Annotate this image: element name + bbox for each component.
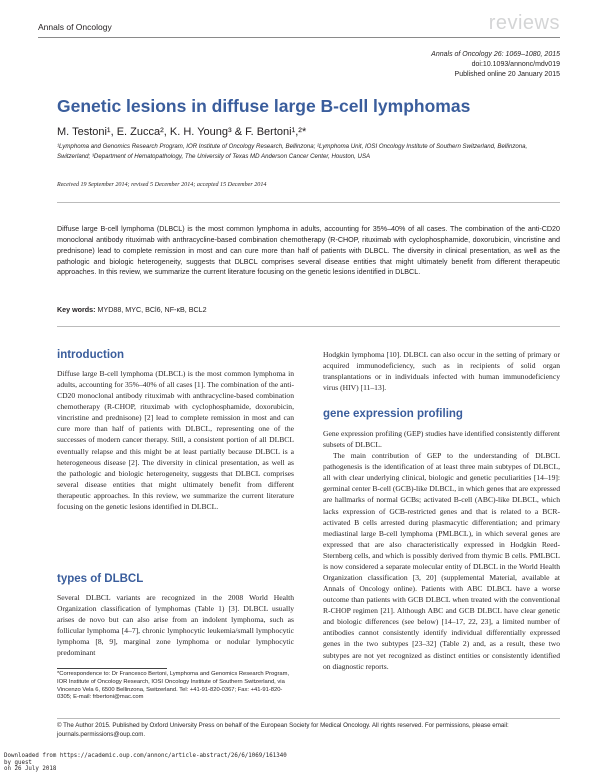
abstract-top-divider: [57, 202, 560, 203]
abstract-bottom-divider: [57, 326, 560, 327]
gep-paragraph-2: The main contribution of GEP to the understanding of DLBCL pathogenesis is the identification of at least three main subtypes of DLBCL, all with clear underlying clinical, biologic and genetic peculiarities [14–19]: germinal center B-cell (GCB)-like DLBCL, in which genes that are expressed are hallmarks of normal GCBs; activated B-cell (ABC)-like DLBCL, which lacks expression of GCB-restricted genes and that is related to a BCR-activated B cells arrested during plasmacytic differentiation; and primary mediastinal large B-cell lymphoma (PMLBCL), in which several genes are expressed that are also characteristically expressed in Hodgkin Reed-Sternberg cells, and which is possibly derived from thymic B cells. PMLBCL is now considered a separate molecular entity of DLBCL in the World Health Organization classification [3, 20] (supplemental Material, available at Annals of Oncology online). Patients with ABC DLBCL have a worse outcome than patients with GCB DLBCL when treated with the conventional R-CHOP regimen [21]. Although ABC and GCB DLBCL have clear genetic and biologic differences (see below) [14–17, 22, 23], a limited number of antibodies cannot consistently identify individual differentially expressed genes in the two subtypes [23–32] (Table 2) and, as a result, these two subtypes are not yet recognized as distinct entities or consistently identified on diagnostic reports.: [323, 451, 560, 671]
citation-volume: Annals of Oncology 26: 1069–1080, 2015: [431, 51, 560, 58]
introduction-body: [57, 368, 294, 512]
copyright-divider: [57, 718, 560, 719]
header-divider: [38, 37, 560, 38]
types-paragraph: Several DLBCL variants are recognized in the 2008 World Health Organization classification of lymphomas (Table 1) [3]. DLBCL usually arises de novo but can also arise from an indolent lymphoma, such as follicular lymphoma [4–7], chronic lymphocytic leukemia/small lymphocytic lymphoma [8, 9], marginal zone lymphoma or nodular lymphocytic predominant: [57, 593, 294, 658]
keywords-list: MYD88, MYC, BCl6, NF-κB, BCL2: [95, 306, 207, 314]
gep-body: [323, 428, 560, 672]
author-list: M. Testoni¹, E. Zucca², K. H. Young³ & F. Bertoni¹,²*: [57, 126, 307, 138]
continuation-paragraph: Hodgkin lymphoma [10]. DLBCL can also occur in the setting of primary or acquired immunodeficiency, such as in recipients of solid organ transplantations or in individuals infected with human immunodeficiency virus (HIV) [11–13].: [323, 350, 560, 393]
article-title: Genetic lesions in diffuse large B-cell lymphomas: [57, 96, 471, 116]
heading-introduction: introduction: [57, 349, 125, 361]
download-stamp: [4, 753, 287, 773]
download-by: by guest: [4, 759, 32, 766]
citation-published: Published online 20 January 2015: [454, 71, 560, 78]
download-date: on 26 July 2018: [4, 766, 57, 773]
types-body: [57, 592, 294, 658]
abstract: Diffuse large B-cell lymphoma (DLBCL) is the most common lymphoma in adults, accounting for 35%–40% of all cases. The combination of the anti-CD20 monoclonal antibody rituximab with anthracycline-based combination chemotherapy (R-CHOP, rituximab with cyclophosphamide, doxorubicin, vincristine and prednisone) lead to complete remission in most and can cure more than half of patients with DLBCL. The diversity in clinical presentation, as well as the pathologic and biologic heterogeneity, suggests that DLBCL comprises several disease entities that might ultimately benefit from different therapeutic approaches. In this review, we summarize the current literature focusing on the genetic lesions identified in DLBCL.: [57, 225, 560, 277]
right-column-continuation: [323, 349, 560, 393]
copyright-notice: © The Author 2015. Published by Oxford University Press on behalf of the European Society for Medical Oncology. All rights reserved. For permissions, please email: journals.permissions@oup.com.: [57, 722, 509, 738]
keywords: [57, 306, 207, 314]
introduction-paragraph: Diffuse large B-cell lymphoma (DLBCL) is the most common lymphoma in adults, accounting for 35%–40% of all cases [1]. The combination of the anti-CD20 monoclonal antibody rituximab with anthracycline-based combination chemotherapy (R-CHOP, rituximab with cyclophosphamide, doxorubicin, vincristine and prednisone) [2] lead to complete remission in most and can cure more than half of patients with DLBCL, representing one of the successes of modern cancer therapy. Still, a consistent portion of all DLBCL eventually relapse and this might be at least partially because DLBCL is a heterogeneous disease [2]. The diversity in clinical presentation, as well as the pathologic and biologic heterogeneity, suggests that DLBCL comprises several disease entities that might ultimately benefit from different therapeutic approaches. In this review, we summarize the current literature focusing on the genetic lesions identified in DLBCL.: [57, 369, 294, 511]
gep-paragraph-1: Gene expression profiling (GEP) studies have identified consistently different subsets of DLBCL.: [323, 429, 560, 450]
received-dates: Received 19 September 2014; revised 5 December 2014; accepted 15 December 2014: [57, 182, 267, 188]
affiliations: ¹Lymphoma and Genomics Research Program, IOR Institute of Oncology Research, Bellinzona; ²Lymphoma Unit, IOSI Oncology Institute of Southern Switzerland, Bellinzona, Switzerland; ³Department of Hematopathology, The University of Texas MD Anderson Cancer Center, Houston, USA: [57, 143, 528, 160]
heading-gene-expression: gene expression profiling: [323, 408, 463, 420]
section-tag: reviews: [488, 12, 560, 34]
correspondence-footnote: *Correspondence to: Dr Francesco Bertoni, Lymphoma and Genomics Research Program, IOR Institute of Oncology Research, IOSI Oncology Institute of Southern Switzerland, via Vincenzo Vela 6, 6500 Bellinzona, Switzerland. Tel: +41-91-820-0367; Fax: +41-91-820-0305; E-mail: frbertoni@mac.com: [57, 671, 290, 701]
citation-block: [340, 50, 560, 80]
journal-name: Annals of Oncology: [38, 22, 112, 32]
download-url: Downloaded from https://academic.oup.com/annonc/article-abstract/26/6/1069/161340: [4, 753, 287, 759]
keywords-label: Key words:: [57, 306, 96, 314]
citation-doi[interactable]: doi:10.1093/annonc/mdv019: [471, 61, 560, 68]
heading-types: types of DLBCL: [57, 573, 144, 585]
footnote-divider: [57, 668, 167, 669]
